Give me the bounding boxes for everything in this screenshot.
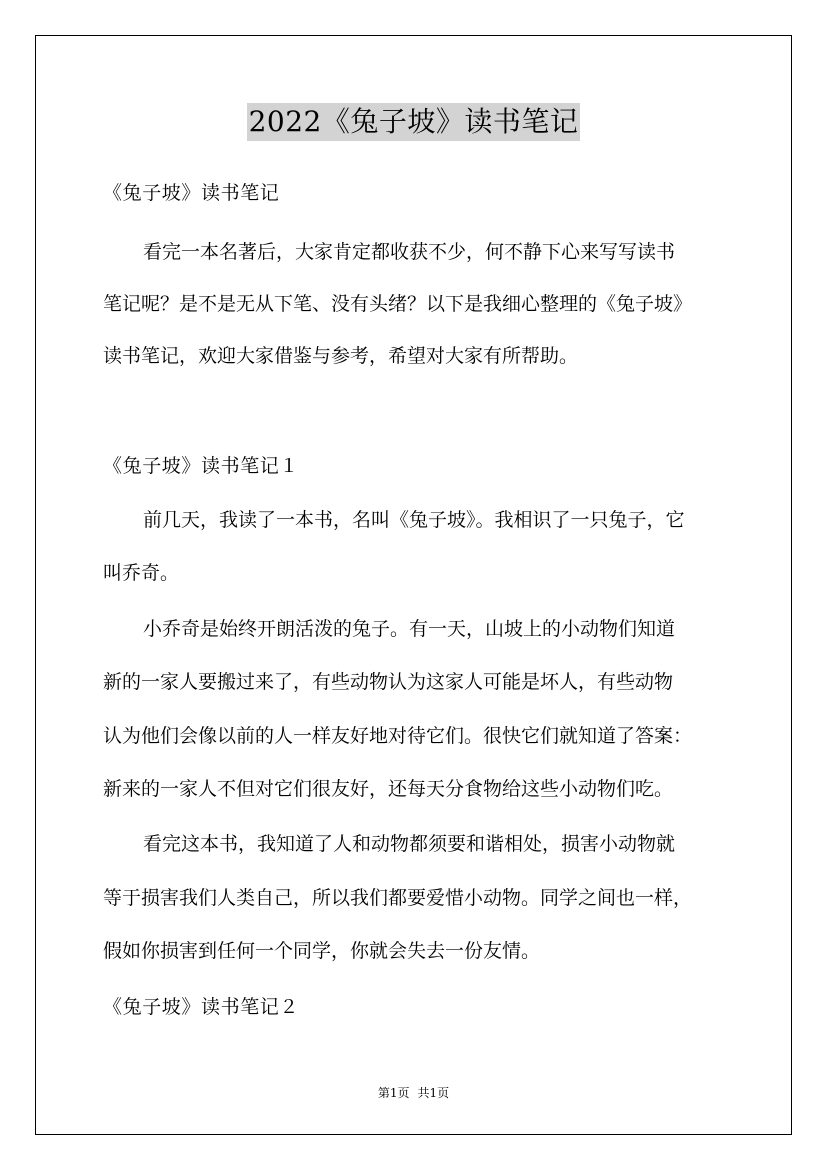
paragraph-line: 新的一家人要搬过来了，有些动物认为这家人可能是坏人，有些动物 bbox=[103, 671, 674, 693]
page-footer bbox=[0, 1085, 827, 1101]
paragraph-line: 假如你损害到任何一个同学，你就会失去一份友情。 bbox=[103, 940, 541, 962]
paragraph-line: 看完一本名著后，大家肯定都收获不少，何不静下心来写写读书 bbox=[143, 241, 676, 263]
paragraph-line: 看完这本书，我知道了人和动物都须要和谐相处，损害小动物就 bbox=[143, 833, 676, 855]
page-total: 共1页 bbox=[417, 1086, 450, 1100]
title-container bbox=[0, 103, 827, 141]
page-number: 第1页 bbox=[377, 1086, 410, 1100]
paragraph-line: 小乔奇是始终开朗活泼的兔子。有一天，山坡上的小动物们知道 bbox=[143, 618, 676, 640]
paragraph-line: 叫乔奇。 bbox=[103, 562, 180, 584]
document-title: 2022《兔子坡》读书笔记 bbox=[247, 103, 581, 141]
paragraph-line: 读书笔记，欢迎大家借鉴与参考，希望对大家有所帮助。 bbox=[103, 345, 579, 367]
paragraph-line: 等于损害我们人类自己，所以我们都要爱惜小动物。同学之间也一样， bbox=[103, 887, 693, 909]
section-heading: 《兔子坡》读书笔记２ bbox=[103, 996, 300, 1018]
paragraph-line: 前几天，我读了一本书，名叫《兔子坡》。我相识了一只兔子，它 bbox=[143, 509, 685, 531]
paragraph-line: 笔记呢？是不是无从下笔、没有头绪？以下是我细心整理的《兔子坡》 bbox=[103, 293, 693, 315]
paragraph-line: 新来的一家人不但对它们很友好，还每天分食物给这些小动物们吃。 bbox=[103, 778, 674, 800]
paragraph-line: 认为他们会像以前的人一样友好地对待它们。很快它们就知道了答案： bbox=[103, 725, 693, 747]
section-heading: 《兔子坡》读书笔记１ bbox=[103, 455, 300, 477]
section-heading: 《兔子坡》读书笔记 bbox=[103, 182, 280, 204]
